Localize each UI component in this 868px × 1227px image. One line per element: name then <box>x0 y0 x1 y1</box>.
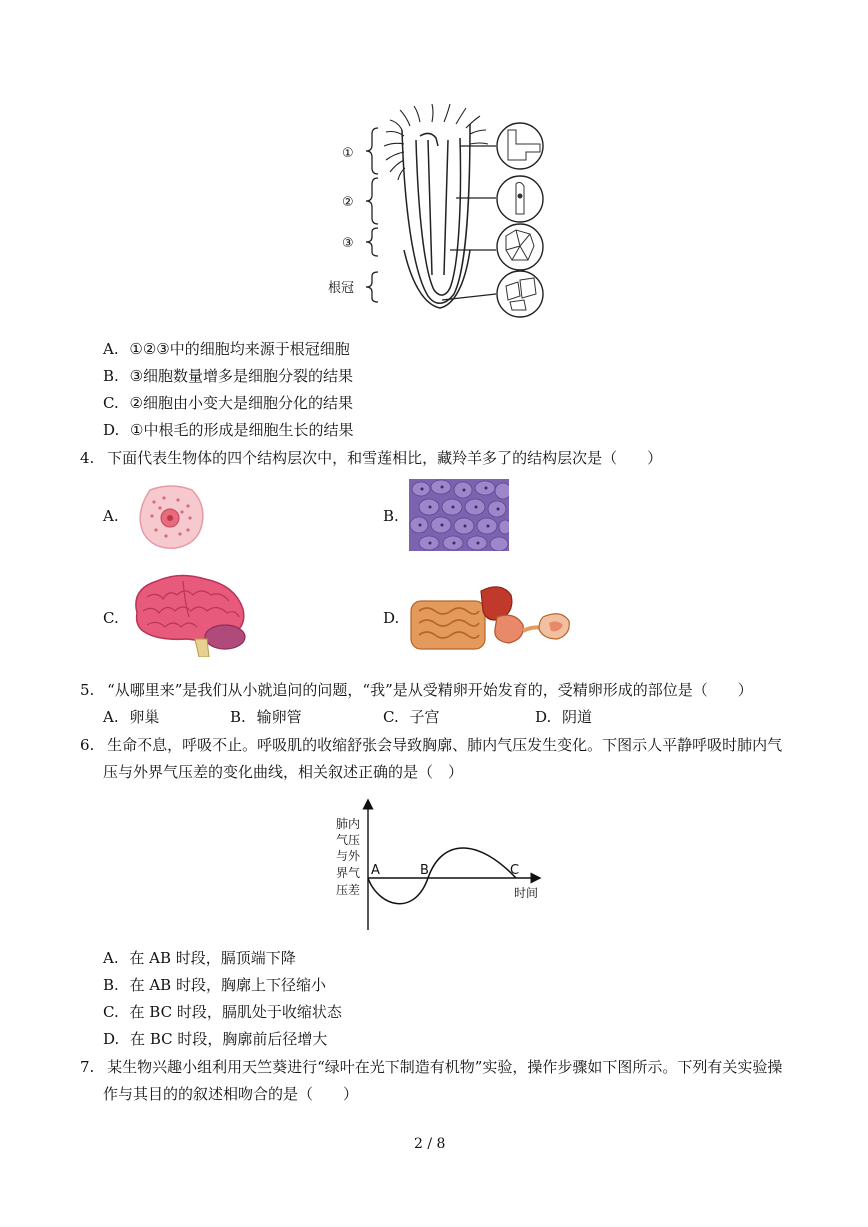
option-letter: C. <box>383 708 399 726</box>
tissue-image <box>409 479 509 551</box>
point-label-c: C <box>510 863 520 878</box>
option-letter: B. <box>103 976 119 994</box>
option-letter: A. <box>103 340 119 358</box>
q5-stem <box>80 679 753 700</box>
q6-stem <box>80 734 782 755</box>
question-number: 6. <box>80 736 95 754</box>
page-number: 2 / 8 <box>414 1136 446 1152</box>
y-axis-label-line: 气压 <box>336 833 361 847</box>
pressure-curve <box>368 848 516 904</box>
zone-label-1: ① <box>342 146 354 161</box>
q4-option-a-letter: A. <box>103 507 119 525</box>
q6-option-d <box>103 1028 327 1049</box>
q7-stem-line2: 作与其目的的叙述相吻合的是（ ） <box>103 1085 359 1103</box>
q4-stem <box>80 447 662 468</box>
q4-option-d-letter: D. <box>383 609 400 627</box>
point-label-a: A <box>371 863 380 878</box>
pressure-difference-graph <box>330 798 550 934</box>
question-number: 5. <box>80 681 95 699</box>
option-letter: A. <box>103 949 119 967</box>
q4-option-c-letter: C. <box>103 609 119 627</box>
question-text: 下面代表生物体的四个结构层次中，和雪莲相比，藏羚羊多了的结构层次是（ ） <box>107 449 663 467</box>
question-number: 4. <box>80 449 95 467</box>
y-axis-label-line: 压差 <box>336 883 361 897</box>
question-text: “从哪里来”是我们从小就追问的问题，“我”是从受精卵开始发育的，受精卵形成的部位是（ ） <box>107 681 753 699</box>
option-text: 子宫 <box>409 708 440 726</box>
y-axis-label-line: 肺内 <box>336 817 361 831</box>
q5-option-a <box>103 706 159 727</box>
q5-option-b <box>230 706 302 727</box>
zone-label-root-cap: 根冠 <box>328 281 355 296</box>
zone-label-2: ② <box>342 195 354 210</box>
option-text: 卵巢 <box>129 708 160 726</box>
option-text: 在 AB 时段，胸廓上下径缩小 <box>129 976 326 994</box>
option-text: 在 BC 时段，膈肌处于收缩状态 <box>129 1003 342 1021</box>
y-axis-label-line: 界气 <box>336 866 361 880</box>
option-text: ②细胞由小变大是细胞分化的结果 <box>129 394 353 412</box>
q6-option-a <box>103 947 296 968</box>
question-number: 7. <box>80 1058 95 1076</box>
q6-option-b <box>103 974 326 995</box>
option-letter: D. <box>535 708 552 726</box>
q3-option-b <box>103 365 353 386</box>
option-letter: A. <box>103 708 119 726</box>
q7-stem <box>80 1056 782 1077</box>
x-axis-label: 时间 <box>514 886 539 900</box>
point-label-b: B <box>420 863 429 878</box>
q3-option-a <box>103 338 350 359</box>
digestive-system-image <box>407 581 572 653</box>
option-letter: D. <box>103 1030 120 1048</box>
option-text: 输卵管 <box>256 708 302 726</box>
y-axis-label-line: 与外 <box>336 849 361 863</box>
option-letter: D. <box>103 421 120 439</box>
option-text: ①②③中的细胞均来源于根冠细胞 <box>129 340 350 358</box>
q5-option-c <box>383 706 440 727</box>
cell-image <box>136 484 206 550</box>
q6-option-c <box>103 1001 342 1022</box>
q3-option-c <box>103 392 353 413</box>
option-letter: C. <box>103 394 119 412</box>
option-text: 在 BC 时段，胸廓前后径增大 <box>130 1030 328 1048</box>
option-letter: C. <box>103 1003 119 1021</box>
q6-stem-line2: 压与外界气压差的变化曲线，相关叙述正确的是（ ） <box>103 763 464 781</box>
option-text: 阴道 <box>562 708 593 726</box>
q5-option-d <box>535 706 592 727</box>
option-text: ③细胞数量增多是细胞分裂的结果 <box>129 367 354 385</box>
root-tip-diagram <box>320 100 560 322</box>
q3-option-d <box>103 419 354 440</box>
option-text: 在 AB 时段，膈顶端下降 <box>129 949 296 967</box>
option-letter: B. <box>103 367 119 385</box>
q4-option-b-letter: B. <box>383 507 399 525</box>
zone-label-3: ③ <box>342 236 354 251</box>
option-letter: B. <box>230 708 246 726</box>
brain-image <box>127 573 249 657</box>
option-text: ①中根毛的形成是细胞生长的结果 <box>130 421 354 439</box>
question-text: 生命不息，呼吸不止。呼吸肌的收缩舒张会导致胸廓、肺内气压发生变化。下图示人平静呼吸时肺内气 <box>107 736 783 754</box>
question-text: 某生物兴趣小组利用天竺葵进行“绿叶在光下制造有机物”实验，操作步骤如下图所示。下列有关实验操 <box>107 1058 783 1076</box>
